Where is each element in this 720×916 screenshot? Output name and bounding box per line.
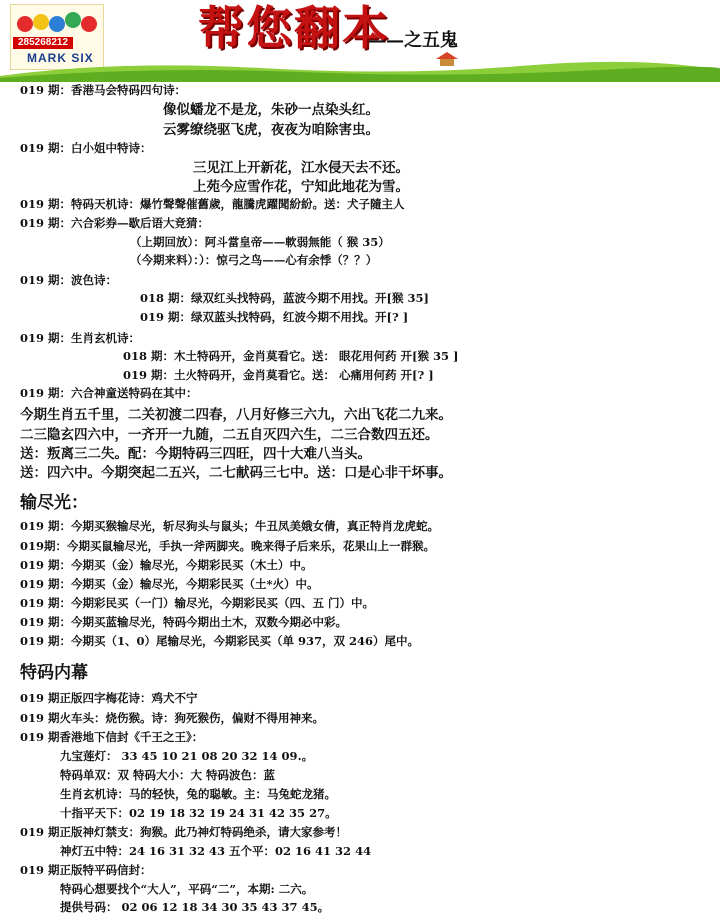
text-line: 019 期：今期彩民买（一门）输尽光，今期彩民买（四、五 门）中。 — [20, 596, 375, 610]
text-line: 019 期：波色诗： — [20, 273, 118, 287]
text-line: 019 期：六合神童送特码在其中： — [20, 386, 198, 400]
text-line: 019 期：六合彩券—歇后语大竞猜： — [20, 216, 210, 230]
lottery-balls-icon — [15, 8, 99, 36]
text-line: 云雾缭绕驱飞虎，夜夜为咱除害虫。 — [163, 122, 379, 138]
text-line: 送：叛离三二失。配：今期特码三四旺，四十大难八当头。 — [20, 446, 371, 462]
text-line: 019 期正版神灯禁支：狗猴。此乃神灯特码绝杀，请大家参考！ — [20, 825, 348, 839]
text-line: 三见江上开新花，江水侵天去不还。 — [193, 160, 409, 176]
text-line: （上期回放）：阿斗當皇帝——軟弱無能（ 猴 35） — [130, 235, 390, 249]
text-line: 神灯五中特：24 16 31 32 43 五个平：02 16 41 32 44 — [60, 844, 372, 858]
text-line: 019 期正版特平码信封： — [20, 863, 152, 877]
text-line: 像似蟠龙不是龙，朱砂一点染头红。 — [163, 102, 379, 118]
logo-number: 285268212 — [13, 37, 73, 49]
text-line: 今期生肖五千里，二关初渡二四春，八月好修三六九，六出飞花二九来。 — [20, 407, 452, 423]
section-heading: 特码内幕 — [20, 663, 88, 683]
text-line: 019 期：土火特码开，金肖莫看它。送： 心痛用何药 开[? ] — [123, 368, 434, 382]
text-line: 018 期：木土特码开，金肖莫看它。送： 眼花用何药 开[猴 35 ] — [123, 349, 459, 363]
section-heading: 输尽光： — [20, 493, 88, 513]
text-line: 提供号码： 02 06 12 18 34 30 35 43 37 45。 — [60, 900, 330, 914]
text-line: （今期来料）：）：惊弓之鸟——心有余悸（？？） — [130, 253, 378, 267]
page-title: 帮您翻本 — [198, 1, 390, 55]
text-line: 019 期：今期买（金）输尽光，今期彩民买（土*火）中。 — [20, 577, 319, 591]
text-line: 019 期：生肖玄机诗： — [20, 331, 141, 345]
text-line: 019 期香港地下信封《千王之王》： — [20, 730, 204, 744]
text-line: 019 期：香港马会特码四句诗： — [20, 83, 187, 97]
text-line: 二三隐玄四六中，一齐开一九随，二五自灭四六生，二三合数四五还。 — [20, 427, 439, 443]
text-line: 十指平天下：02 19 18 32 19 24 31 42 35 27。 — [60, 806, 337, 820]
text-line: 019 期：今期买（金）输尽光，今期彩民买（木土）中。 — [20, 558, 313, 572]
page-header — [0, 0, 720, 82]
text-line: 019 期火车头：烧伤猴。诗：狗死猴伤，偏财不得用神来。 — [20, 711, 325, 725]
text-line: 特码心想要找个“大人”，平码“二”，本期: 二六。 — [60, 882, 314, 896]
text-line: 九宝莲灯： 33 45 10 21 08 20 32 14 09.。 — [60, 749, 314, 763]
text-line: 送：四六中。今期突起二五兴，二七献码三七中。送：口是心非干坏事。 — [20, 465, 452, 481]
text-line: 019 期正版四字梅花诗：鸡犬不宁 — [20, 691, 198, 705]
text-line: 019 期：白小姐中特诗： — [20, 141, 152, 155]
grass-band-icon — [0, 52, 720, 82]
page-subtitle: ——之五鬼 — [368, 30, 458, 51]
text-line: 019期：今期买鼠输尽光，手执一斧两脚夹。晚来得子后来乐，花果山上一群猴。 — [20, 539, 436, 553]
text-line: 生肖玄机诗：马的轻快，兔的聪敏。主：马兔蛇龙猪。 — [60, 787, 336, 801]
text-line: 018 期：绿双红头找特码，蓝波今期不用找。开[猴 35] — [140, 291, 429, 305]
text-line: 019 期：今期买蓝输尽光，特码今期出土木，双数今期必中彩。 — [20, 615, 348, 629]
text-line: 019 期：绿双蓝头找特码，红波今期不用找。开[? ] — [140, 310, 409, 324]
text-line: 019 期：今期买（1、0）尾输尽光，今期彩民买（单 937，双 246）尾中。 — [20, 634, 420, 648]
text-line: 019 期：特码天机诗：爆竹聲聲催舊歲，龍騰虎躍聞紛紛。送：犬子隨主人 — [20, 197, 405, 211]
text-line: 019 期：今期买猴输尽光，斩尽狗头与鼠头；牛丑凤美娥女倩，真正特肖龙虎蛇。 — [20, 519, 440, 533]
text-line: 特码单双：双 特码大小：大 特码波色：蓝 — [60, 768, 276, 782]
text-line: 上苑今应雪作花，宁知此地花为雪。 — [193, 179, 409, 195]
logo-mark-text: MARK SIX — [27, 51, 94, 65]
